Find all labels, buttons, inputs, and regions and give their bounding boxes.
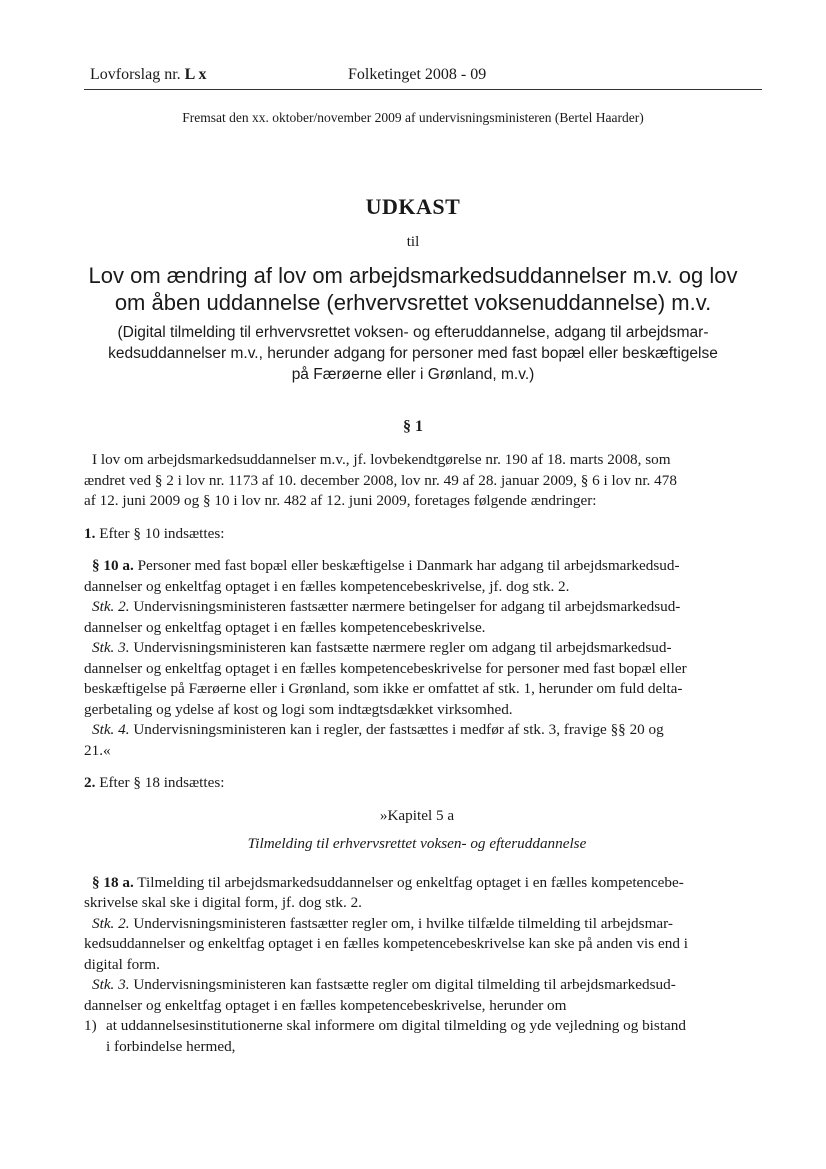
text-line: i forbindelse hermed, bbox=[106, 1037, 236, 1055]
text-line: digital form. bbox=[84, 955, 160, 973]
law-title-line: om åben uddannelse (erhvervsrettet voksenuddannelse) m.v. bbox=[114, 290, 712, 315]
chapter-title: »Kapitel 5 a bbox=[379, 806, 455, 824]
text-line: af 12. juni 2009 og § 10 i lov nr. 482 af 12. juni 2009, foretages følgende ændringer: bbox=[84, 492, 597, 509]
text-line: gerbetaling og ydelse af kost og logi som indtægtsdækket virksomhed. bbox=[84, 700, 513, 718]
intro-paragraph bbox=[84, 450, 750, 512]
change-number: 1. bbox=[84, 524, 96, 542]
text-span: Undervisningsministeren fastsætter regler om, i hvilke tilfælde tilmelding til arbejdsmar- bbox=[133, 914, 673, 932]
law-subtitle bbox=[80, 322, 746, 385]
change-text: Efter § 10 indsættes: bbox=[99, 524, 225, 542]
text-line bbox=[84, 597, 750, 618]
text-line bbox=[84, 975, 750, 996]
law-title-line: Lov om ændring af lov om arbejdsmarkedsuddannelser m.v. og lov bbox=[88, 263, 738, 288]
stk-label: Stk. 3. bbox=[92, 639, 130, 656]
stk-label: Stk. 4. bbox=[92, 721, 130, 738]
text-line: dannelser og enkeltfag optaget i en fælles kompetencebeskrivelse. bbox=[84, 618, 486, 636]
text-line bbox=[84, 873, 750, 894]
law-subtitle-line: på Færøerne eller i Grønland, m.v.) bbox=[291, 366, 535, 383]
text-line: I lov om arbejdsmarkedsuddannelser m.v., jf. lovbekendtgørelse nr. 190 af 18. marts 2008, som bbox=[92, 451, 671, 468]
text-span: Undervisningsministeren kan fastsætte nærmere regler om adgang til arbejdsmarkedsud- bbox=[133, 639, 672, 656]
law-subtitle-line: (Digital tilmelding til erhvervsrettet voksen- og efteruddannelse, adgang til arbejdsmar- bbox=[117, 324, 709, 341]
text-span: Undervisningsministeren kan i regler, der fastsættes i medfør af stk. 3, fravige §§ 20 og bbox=[133, 721, 664, 738]
text-line: kedsuddannelser og enkeltfag optaget i en fælles kompetencebeskrivelse kan ske på anden vis end i bbox=[84, 935, 688, 952]
text-line: dannelser og enkeltfag optaget i en fælles kompetencebeskrivelse for personer med fast bopæl eller bbox=[84, 659, 687, 677]
header-divider bbox=[84, 89, 762, 90]
list-item bbox=[84, 1016, 750, 1057]
text-line: dannelser og enkeltfag optaget i en fælles kompetencebeskrivelse, herunder om bbox=[84, 996, 567, 1014]
text-line: at uddannelsesinstitutionerne skal informere om digital tilmelding og yde vejledning og bistand bbox=[106, 1017, 686, 1034]
law-subtitle-line: kedsuddannelser m.v., herunder adgang for personer med fast bopæl eller beskæftigelse bbox=[108, 345, 718, 362]
text-line: dannelser og enkeltfag optaget i en fælles kompetencebeskrivelse, jf. dog stk. 2. bbox=[84, 577, 570, 595]
text-line: ændret ved § 2 i lov nr. 1173 af 10. december 2008, lov nr. 49 af 28. januar 2009, § 6 i lov nr. 478 bbox=[84, 471, 677, 489]
section-18a bbox=[84, 873, 750, 1058]
presented-by: Fremsat den xx. oktober/november 2009 af undervisningsministeren (Bertel Haarder) bbox=[182, 110, 644, 125]
section-label: § 10 a. bbox=[92, 557, 134, 574]
chapter-subtitle: Tilmelding til erhvervsrettet voksen- og efteruddannelse bbox=[247, 835, 587, 852]
parliament-session: Folketinget 2008 - 09 bbox=[348, 66, 487, 83]
text-line bbox=[84, 720, 750, 741]
change-2 bbox=[84, 773, 750, 794]
list-item-number: 1) bbox=[84, 1017, 97, 1034]
bill-number-prefix: Lovforslag nr. bbox=[90, 66, 181, 83]
text-line bbox=[84, 638, 750, 659]
section-label: § 18 a. bbox=[92, 873, 134, 891]
change-number: 2. bbox=[84, 774, 96, 791]
law-title bbox=[80, 262, 746, 316]
section-1-heading: § 1 bbox=[403, 418, 423, 435]
text-span: Tilmelding til arbejdsmarkedsuddannelser og enkeltfag optaget i en fælles kompetencebe- bbox=[137, 873, 684, 891]
bill-number bbox=[90, 66, 206, 84]
text-line bbox=[84, 556, 750, 577]
text-line: skrivelse skal ske i digital form, jf. dog stk. 2. bbox=[84, 894, 362, 911]
text-span: Personer med fast bopæl eller beskæftigelse i Danmark har adgang til arbejdsmarkedsud- bbox=[137, 557, 680, 574]
draft-label: UDKAST bbox=[365, 194, 461, 219]
text-span: Undervisningsministeren kan fastsætte regler om digital tilmelding til arbejdsmarkedsud- bbox=[133, 976, 676, 993]
til-label: til bbox=[406, 234, 420, 250]
text-line bbox=[84, 914, 750, 935]
change-text: Efter § 18 indsættes: bbox=[99, 774, 225, 791]
stk-label: Stk. 3. bbox=[92, 976, 130, 993]
text-line: 21.« bbox=[84, 741, 111, 759]
bill-number-value: L x bbox=[184, 66, 207, 83]
stk-label: Stk. 2. bbox=[92, 598, 130, 615]
change-1 bbox=[84, 524, 750, 545]
text-span: Undervisningsministeren fastsætter nærmere betingelser for adgang til arbejdsmarkedsud- bbox=[133, 598, 681, 615]
text-line: beskæftigelse på Færøerne eller i Grønland, som ikke er omfattet af stk. 1, herunder om fuld delta- bbox=[84, 680, 683, 697]
section-10a bbox=[84, 556, 750, 761]
stk-label: Stk. 2. bbox=[92, 914, 130, 932]
law-body bbox=[84, 450, 750, 1057]
